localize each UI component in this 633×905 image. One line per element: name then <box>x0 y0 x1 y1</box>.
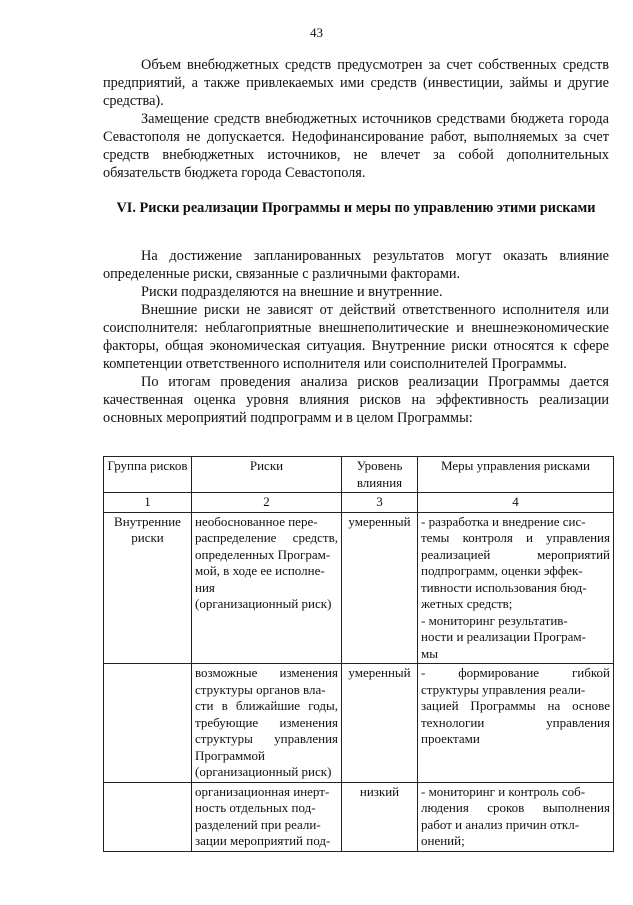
paragraph-analysis: По итогам проведения анализа рисков реализации Программы дается качественная оценка уровня влияния рисков на эффективность реализации основных мероприятий подпрограмм и в целом Программы: <box>103 374 609 426</box>
table-row <box>104 782 614 851</box>
risk-cell: необоснованное пере- распределение средств, определенных Програм- мой, в ходе ее исполне- ния (организационный риск) <box>192 512 342 664</box>
paragraph-extrabudgetary-funds: Объем внебюджетных средств предусмотрен за счет собственных средств предприятий, а также привлекаемых ими средств (инвестиции, займы и другие средства). <box>103 57 609 109</box>
paragraph-risk-types: Риски подразделяются на внешние и внутренние. <box>141 284 443 300</box>
risk-table <box>103 456 614 852</box>
table-row <box>104 664 614 783</box>
measures-cell: - разработка и внедрение сис- темы контроля и управления реализацией мероприятий подпрограмм, оценки эффек- тивности использования бюд- жетных средств; - мониторинг результатив- ности и реализации Програм- мы <box>418 512 614 664</box>
intro-text <box>103 56 609 182</box>
impact-level-cell: умеренный <box>342 664 418 783</box>
measures-cell: - формирование гибкой структуры управления реали- зацией Программы на основе технологии управления проектами <box>418 664 614 783</box>
column-number: 3 <box>342 493 418 513</box>
impact-level-cell: низкий <box>342 782 418 851</box>
header-impact-level: Уровень влияния <box>342 457 418 493</box>
column-number: 4 <box>418 493 614 513</box>
paragraph-external-internal: Внешние риски не зависят от действий ответственного исполнителя или соисполнителя: неблагоприятные внешнеполитические и внешнеэкономические факторы, общая экономическая ситуация. Внутренние риски относятся к сфере компетенции ответственного исполнителя или соисполнителей Программы. <box>103 302 609 372</box>
body-text <box>103 247 609 427</box>
paragraph-risks-intro: На достижение запланированных результатов могут оказать влияние определенные риски, связанные с различными факторами. <box>103 248 609 282</box>
header-risks: Риски <box>192 457 342 493</box>
risk-cell: организационная инерт- ность отдельных под- разделений при реали- зации мероприятий под- <box>192 782 342 851</box>
table-header-row <box>104 457 614 493</box>
measures-cell: - мониторинг и контроль соб- людения сроков выполнения работ и анализ причин откл- онений; <box>418 782 614 851</box>
risk-group-cell <box>104 782 192 851</box>
risk-cell: возможные изменения структуры органов вла- сти в ближайшие годы, требующие изменения структуры управления Программой (организационный риск) <box>192 664 342 783</box>
section-heading: VI. Риски реализации Программы и меры по управлению этими рисками <box>116 200 596 216</box>
impact-level-cell: умеренный <box>342 512 418 664</box>
header-risk-measures: Меры управления рисками <box>418 457 614 493</box>
column-number: 1 <box>104 493 192 513</box>
column-number-row <box>104 493 614 513</box>
table-row <box>104 512 614 664</box>
risk-group-cell: Внутренние риски <box>104 512 192 664</box>
page-number: 43 <box>310 25 323 40</box>
column-number: 2 <box>192 493 342 513</box>
risk-group-cell <box>104 664 192 783</box>
paragraph-funding-substitution: Замещение средств внебюджетных источников средствами бюджета города Севастополя не допускается. Недофинансирование работ, выполняемых за счет средств внебюджетных источников, не влечет за собой дополнительных обязательств бюджета города Севастополя. <box>103 111 609 181</box>
header-risk-group: Группа рисков <box>104 457 192 493</box>
